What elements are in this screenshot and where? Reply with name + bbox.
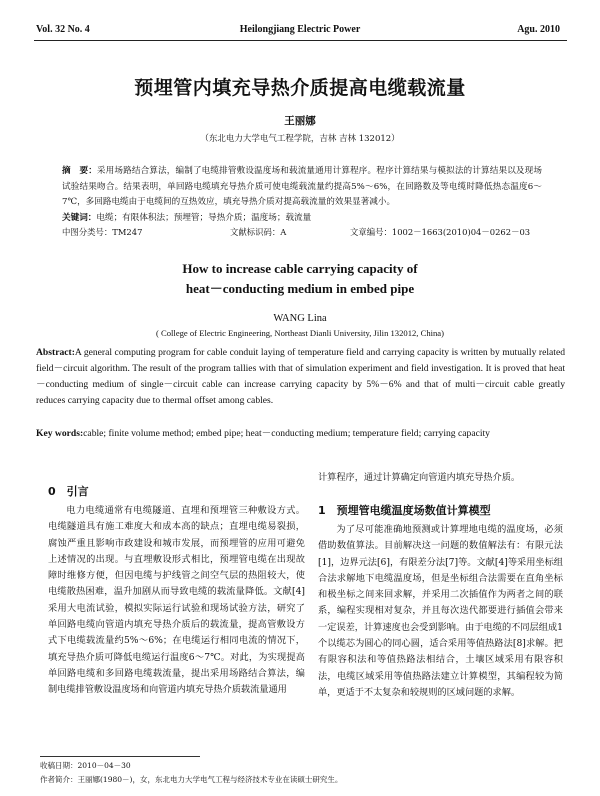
abstract-cn-text: 采用场路结合算法，编制了电缆排管敷设温度场和载流量通用计算程序。程序计算结果与模拟法的计算结果以及现场试验结果吻合。结果表明，单回路电缆填充导热介质可使电缆载流量约提高5%～6%，在回路数及等电缆时降低热态温度6～7℃，多回路电缆由于电缆间的互热效应，填充导热介质对提高载流量的效果显著减小。 — [62, 166, 542, 208]
section-1-paragraph: 为了尽可能准确地预测或计算埋地电缆的温度场，必须借助数值算法。目前解决这一问题的数值解法有：有限元法[1]，边界元法[6]，有限差分法[7]等。文献[4]等采用坐标组合法求解地下电缆温度场，但是坐标组合法需要在直角坐标和极坐标之间来回求解，并采用二次插值作为两者之间的联系，编程实现相对复杂，并且每次迭代都要进行插值会带来一定误差，计算速度也会受到影响。由于电缆的不同层组成1个以缆芯为圆心的同心圆，适合采用等值热路法[8]求解。把有限容积法和等值热路法相结合，土壤区域采用有限容积法，电缆区域采用等值热路法建立计算模型，其编程较为简单，更适于不太复杂和较规则的区域问题的求解。 — [318, 524, 563, 698]
abstract-en-text: A general computing program for cable conduit laying of temperature field and carrying capacity is written by mutually related field－circuit algorithm. The result of the program tallies with that of simulation experiment and field investigation. It is proved that heat－conducting medium of single－circuit cable can increase carrying capacity by 5%－6% and that of multi－circuit cable greatly reduces carrying capacity due to thermal offset among cables. — [36, 347, 565, 406]
keywords-en-text: cable; finite volume method; embed pipe; heat－conducting medium; temperature field; carrying capacity — [83, 428, 490, 439]
running-header — [0, 0, 600, 40]
header-volume: Vol. 32 No. 4 — [36, 24, 90, 35]
affiliation-en: ( College of Electric Engineering, Northeast Dianli University, Jilin 132012, China) — [156, 328, 444, 338]
article-number: 文章编号：1002－1663(2010)04－0262－03 — [350, 227, 531, 237]
affiliation-cn: （东北电力大学电气工程学院，吉林 吉林 132012） — [200, 134, 400, 144]
right-top-text: 计算程序，通过计算确定向管道内填充导热介质。 — [318, 472, 521, 483]
section-0-paragraph: 电力电缆通常有电缆隧道、直埋和预埋管三种敷设方式。电缆隧道具有施工难度大和成本高的缺点；直埋电缆易裂损，腐蚀严重且影响市政建设和城市发展，而预埋管的应用可避免上述情况的出现。与直埋敷设形式相比，预埋管电缆在出现故障时维修方便，但因电缆与护线管之间空气层的热阻较大，使电缆散热困难，温升加剧从而导致电缆的载流量降低。文献[4]采用大电流试验，模拟实际运行试验和现场试验方法，研究了单回路电缆向管道内填充导热介质后的载流量，提高管敷设方式下电缆载流量约5%～6%；在电缆运行相同电流的情况下，填充导热介质可降低电缆运行温度6～7℃。对此，为实现提高单回路电缆和多回路电缆载流量，提出采用场路结合算法，编制电缆排管敷设温度场和向管道内填充导热介质载流量通用 — [48, 505, 305, 696]
author-en: WANG Lina — [273, 313, 327, 324]
keywords-en-label: Key words: — [36, 428, 84, 439]
document-code: 文献标识码：A — [230, 227, 287, 237]
title-en-line1: How to increase cable carrying capacity of — [182, 261, 418, 276]
author-bio: 作者简介：王丽娜(1980－)，女，东北电力大学电气工程与经济技术专业在读硕士研究生。 — [40, 775, 343, 784]
author-cn: 王丽娜 — [284, 115, 316, 127]
received-date: 收稿日期：2010－04－30 — [40, 761, 131, 770]
section-0-heading: 0 引言 — [48, 485, 89, 498]
header-date: Agu. 2010 — [517, 24, 560, 35]
header-journal: Heilongjiang Electric Power — [239, 24, 361, 35]
keywords-cn-text: 电缆；有限体积法；预埋管；导热介质；温度场；载流量 — [96, 213, 312, 223]
keywords-en — [36, 426, 565, 442]
abstract-cn-label: 摘 要： — [62, 166, 97, 176]
clc-number: 中图分类号：TM247 — [62, 227, 143, 237]
title-en-line2: heat－conducting medium in embed pipe — [185, 281, 415, 296]
abstract-en-label: Abstract: — [36, 347, 75, 358]
section-1-body — [318, 522, 563, 701]
keywords-cn-label: 关键词： — [62, 213, 97, 223]
section-1-heading: 1 预埋管电缆温度场数值计算模型 — [318, 504, 491, 517]
abstract-cn — [62, 164, 542, 211]
title-en — [0, 259, 600, 299]
header-rule — [34, 40, 567, 41]
footnote-rule — [40, 756, 200, 757]
keywords-cn — [62, 211, 542, 223]
right-column-top — [318, 470, 563, 486]
abstract-en — [36, 345, 565, 409]
title-cn: 预埋管内填充导热介质提高电缆载流量 — [134, 77, 466, 99]
section-0-body — [48, 503, 305, 699]
